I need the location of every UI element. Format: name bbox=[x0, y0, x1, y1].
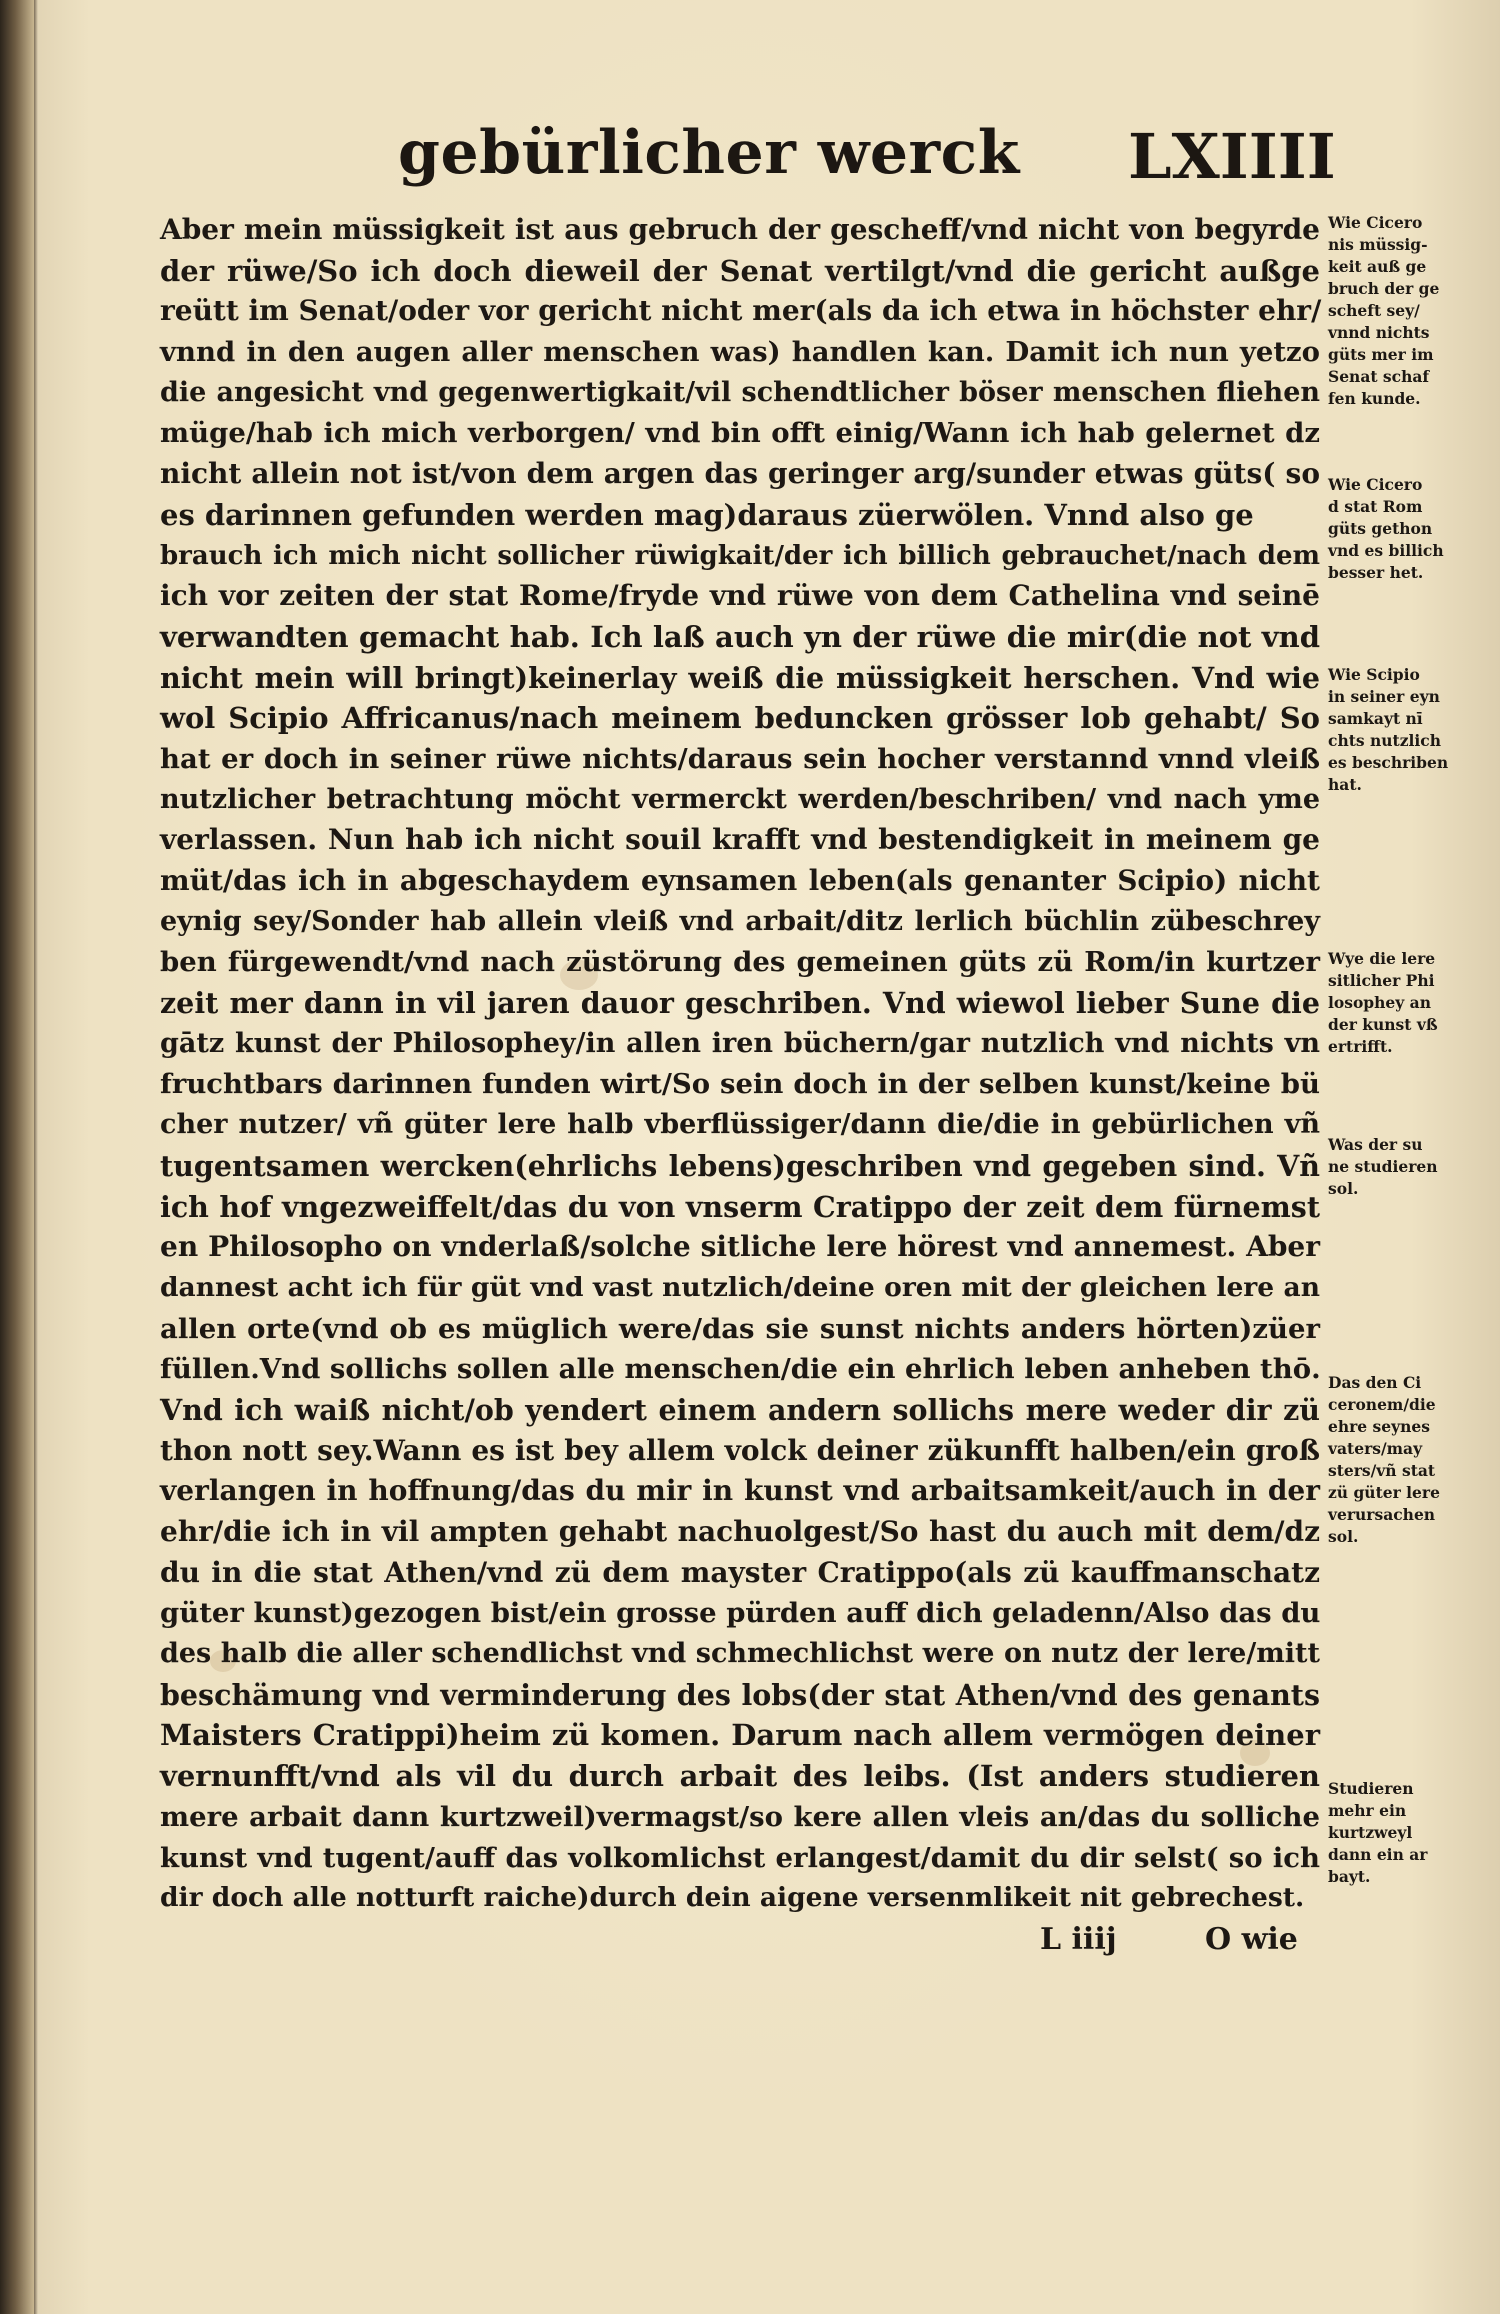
marginal-note-line: samkayt nī bbox=[1328, 709, 1423, 728]
marginal-note-line: Wie Cicero bbox=[1328, 475, 1423, 494]
text-line: ehr/die ich in vil ampten gehabt nachuolgest/So hast du auch mit dem/dz bbox=[160, 1515, 1320, 1548]
text-line: Maisters Cratippi)heim zü komen. Darum nach allem vermögen deiner bbox=[160, 1718, 1320, 1753]
marginal-note-line: es beschriben bbox=[1328, 753, 1449, 772]
marginal-note-line: vnnd nichts bbox=[1328, 323, 1430, 342]
marginal-note-line: losophey an bbox=[1328, 993, 1431, 1012]
marginal-note bbox=[1328, 1134, 1490, 1200]
text-line: verlangen in hoffnung/das du mir in kunst vnd arbaitsamkeit/auch in der bbox=[160, 1474, 1320, 1508]
running-title: gebürlicher werck bbox=[398, 118, 1020, 188]
text-line: dannest acht ich für güt vnd vast nutzlich/deine oren mit der gleichen lere an bbox=[160, 1271, 1320, 1303]
text-line: zeit mer dann in vil jaren dauor geschriben. Vnd wiewol lieber Sune die bbox=[160, 986, 1320, 1021]
marginal-note-line: Was der su bbox=[1328, 1135, 1423, 1154]
marginal-note-line: güts mer im bbox=[1328, 345, 1434, 364]
marginal-note bbox=[1328, 474, 1490, 584]
marginal-note-line: kurtzweyl bbox=[1328, 1823, 1413, 1842]
text-line: vnnd in den augen aller menschen was) handlen kan. Damit ich nun yetzo bbox=[160, 336, 1320, 369]
marginal-note-line: mehr ein bbox=[1328, 1801, 1407, 1820]
text-line: tugentsamen wercken(ehrlichs lebens)geschriben vnd gegeben sind. Vñ bbox=[160, 1148, 1320, 1183]
marginal-note bbox=[1328, 664, 1490, 796]
binding-gutter bbox=[0, 0, 34, 2314]
marginal-note-line: fen kunde. bbox=[1328, 389, 1421, 408]
marginal-note-line: sol. bbox=[1328, 1527, 1359, 1546]
text-line: kunst vnd tugent/auff das volkomlichst erlangest/damit du dir selst( so ich bbox=[160, 1841, 1320, 1874]
text-line: nutzlicher betrachtung möcht vermerckt werden/beschriben/ vnd nach yme bbox=[160, 783, 1320, 815]
text-line: die angesicht vnd gegenwertigkait/vil schendtlicher böser menschen fliehen bbox=[160, 376, 1320, 408]
text-line: fruchtbars darinnen funden wirt/So sein doch in der selben kunst/keine bü bbox=[160, 1068, 1320, 1101]
gutter-shadow bbox=[34, 0, 38, 2314]
text-line: Vnd ich waiß nicht/ob yendert einem andern sollichs mere weder dir zü bbox=[160, 1392, 1320, 1427]
text-line: ich vor zeiten der stat Rome/fryde vnd rüwe von dem Cathelina vnd seinē bbox=[160, 579, 1320, 613]
marginal-note-line: zü güter lere bbox=[1328, 1483, 1440, 1502]
marginal-note-line: ceronem/die bbox=[1328, 1395, 1436, 1414]
marginal-note-line: ehre seynes bbox=[1328, 1417, 1431, 1436]
marginal-note-line: ertrifft. bbox=[1328, 1037, 1393, 1056]
text-line: hat er doch in seiner rüwe nichts/daraus sein hocher verstannd vnnd vleiß bbox=[160, 742, 1320, 775]
marginal-note-line: Studieren bbox=[1328, 1779, 1414, 1798]
text-line: gātz kunst der Philosophey/in allen iren büchern/gar nutzlich vnd nichts vn bbox=[160, 1027, 1320, 1059]
marginal-note bbox=[1328, 1372, 1490, 1548]
text-line: mere arbait dann kurtzweil)vermagst/so kere allen vleis an/das du solliche bbox=[160, 1800, 1320, 1833]
signature-mark: L iiij bbox=[1040, 1922, 1117, 1957]
page-footer bbox=[1040, 1922, 1320, 1966]
text-line: eynig sey/Sonder hab allein vleiß vnd arbait/ditz lerlich büchlin zübeschrey bbox=[160, 905, 1320, 937]
text-line: nicht allein not ist/von dem argen das geringer arg/sunder etwas güts( so bbox=[160, 457, 1320, 491]
catchword: O wie bbox=[1205, 1922, 1298, 1957]
marginal-note-line: dann ein ar bbox=[1328, 1845, 1428, 1864]
text-line: es darinnen gefunden werden mag)daraus züerwölen. Vnnd also ge bbox=[160, 497, 1254, 532]
marginal-note-line: besser het. bbox=[1328, 563, 1424, 582]
text-line: verlassen. Nun hab ich nicht souil krafft vnd bestendigkeit in meinem ge bbox=[160, 823, 1320, 857]
text-line: reütt im Senat/oder vor gericht nicht mer(als da ich etwa in höchster ehr/ bbox=[160, 294, 1322, 328]
text-line: thon nott sey.Wann es ist bey allem volck deiner zükunfft halben/ein groß bbox=[160, 1433, 1320, 1467]
marginal-note-line: in seiner eyn bbox=[1328, 687, 1440, 706]
marginal-note-line: bayt. bbox=[1328, 1867, 1371, 1886]
marginal-note-line: ne studieren bbox=[1328, 1157, 1438, 1176]
text-line: verwandten gemacht hab. Ich laß auch yn der rüwe die mir(die not vnd bbox=[160, 619, 1320, 654]
marginal-note bbox=[1328, 1778, 1490, 1888]
marginal-note-line: keit auß ge bbox=[1328, 257, 1427, 276]
marginal-note-line: Das den Ci bbox=[1328, 1373, 1422, 1392]
text-line: allen orte(vnd ob es müglich were/das sie sunst nichts anders hörten)züer bbox=[160, 1312, 1320, 1345]
text-line: en Philosopho on vnderlaß/solche sitliche lere hörest vnd annemest. Aber bbox=[160, 1230, 1320, 1264]
marginal-note-line: nis müssig- bbox=[1328, 235, 1428, 254]
text-line: müt/das ich in abgeschaydem eynsamen leben(als genanter Scipio) nicht bbox=[160, 864, 1320, 897]
marginal-note-line: bruch der ge bbox=[1328, 279, 1440, 298]
text-line: brauch ich mich nicht sollicher rüwigkait/der ich billich gebrauchet/nach dem bbox=[160, 540, 1320, 571]
marginal-note-line: verursachen bbox=[1328, 1505, 1436, 1524]
text-line: dir doch alle notturft raiche)durch dein aigene versenmlikeit nit gebrechest. bbox=[160, 1882, 1305, 1914]
text-line: Aber mein müssigkeit ist aus gebruch der gescheff/vnd nicht von begyrde bbox=[160, 213, 1320, 246]
text-line: vernunfft/vnd als vil du durch arbait des leibs. (Ist anders studieren bbox=[160, 1759, 1320, 1794]
marginal-note-line: der kunst vß bbox=[1328, 1015, 1438, 1034]
marginal-note-line: sol. bbox=[1328, 1179, 1359, 1198]
text-line: nicht mein will bringt)keinerlay weiß die müssigkeit herschen. Vnd wie bbox=[160, 660, 1320, 695]
text-line: des halb die aller schendlichst vnd schmechlichst were on nutz der lere/mitt bbox=[160, 1638, 1320, 1670]
text-line: füllen.Vnd sollichs sollen alle menschen/die ein ehrlich leben anheben thō. bbox=[160, 1353, 1321, 1386]
marginal-note-line: Wie Scipio bbox=[1328, 665, 1420, 684]
marginal-note-line: hat. bbox=[1328, 775, 1362, 794]
text-line: wol Scipio Affricanus/nach meinem beduncken grösser lob gehabt/ So bbox=[160, 701, 1320, 736]
marginal-note-line: Wye die lere bbox=[1328, 949, 1436, 968]
marginal-note-line: Wie Cicero bbox=[1328, 213, 1423, 232]
marginal-note-line: sters/vñ stat bbox=[1328, 1461, 1436, 1480]
marginal-note-line: güts gethon bbox=[1328, 519, 1433, 538]
text-line: der rüwe/So ich doch dieweil der Senat vertilgt/vnd die gericht außge bbox=[160, 253, 1320, 288]
text-line: beschämung vnd verminderung des lobs(der stat Athen/vnd des genants bbox=[160, 1677, 1320, 1712]
text-line: güter kunst)gezogen bist/ein grosse pürden auff dich geladenn/Also das du bbox=[160, 1597, 1321, 1630]
marginal-note-line: vaters/may bbox=[1328, 1439, 1423, 1458]
marginal-note-line: chts nutzlich bbox=[1328, 731, 1441, 750]
text-line: du in die stat Athen/vnd zü dem mayster Cratippo(als zü kauffmanschatz bbox=[160, 1555, 1320, 1589]
folio-number: LXIIII bbox=[1128, 120, 1336, 193]
text-line: cher nutzer/ vñ güter lere halb vberflüssiger/dann die/die in gebürlichen vñ bbox=[160, 1109, 1320, 1141]
marginal-note-line: sitlicher Phi bbox=[1328, 971, 1435, 990]
marginal-note-line: Senat schaf bbox=[1328, 367, 1430, 386]
marginal-note-line: scheft sey/ bbox=[1328, 301, 1420, 320]
marginal-note bbox=[1328, 948, 1490, 1058]
marginal-note-line: d stat Rom bbox=[1328, 497, 1423, 516]
text-line: ich hof vngezweiffelt/das du von vnserm Cratippo der zeit dem fürnemst bbox=[160, 1189, 1320, 1224]
marginal-note bbox=[1328, 212, 1490, 410]
body-text-block bbox=[160, 210, 1320, 1919]
text-line: ben fürgewendt/vnd nach züstörung des gemeinen güts zü Rom/in kurtzer bbox=[160, 946, 1320, 979]
text-line: müge/hab ich mich verborgen/ vnd bin offt einig/Wann ich hab gelernet dz bbox=[160, 417, 1320, 450]
marginal-note-line: vnd es billich bbox=[1328, 541, 1444, 560]
